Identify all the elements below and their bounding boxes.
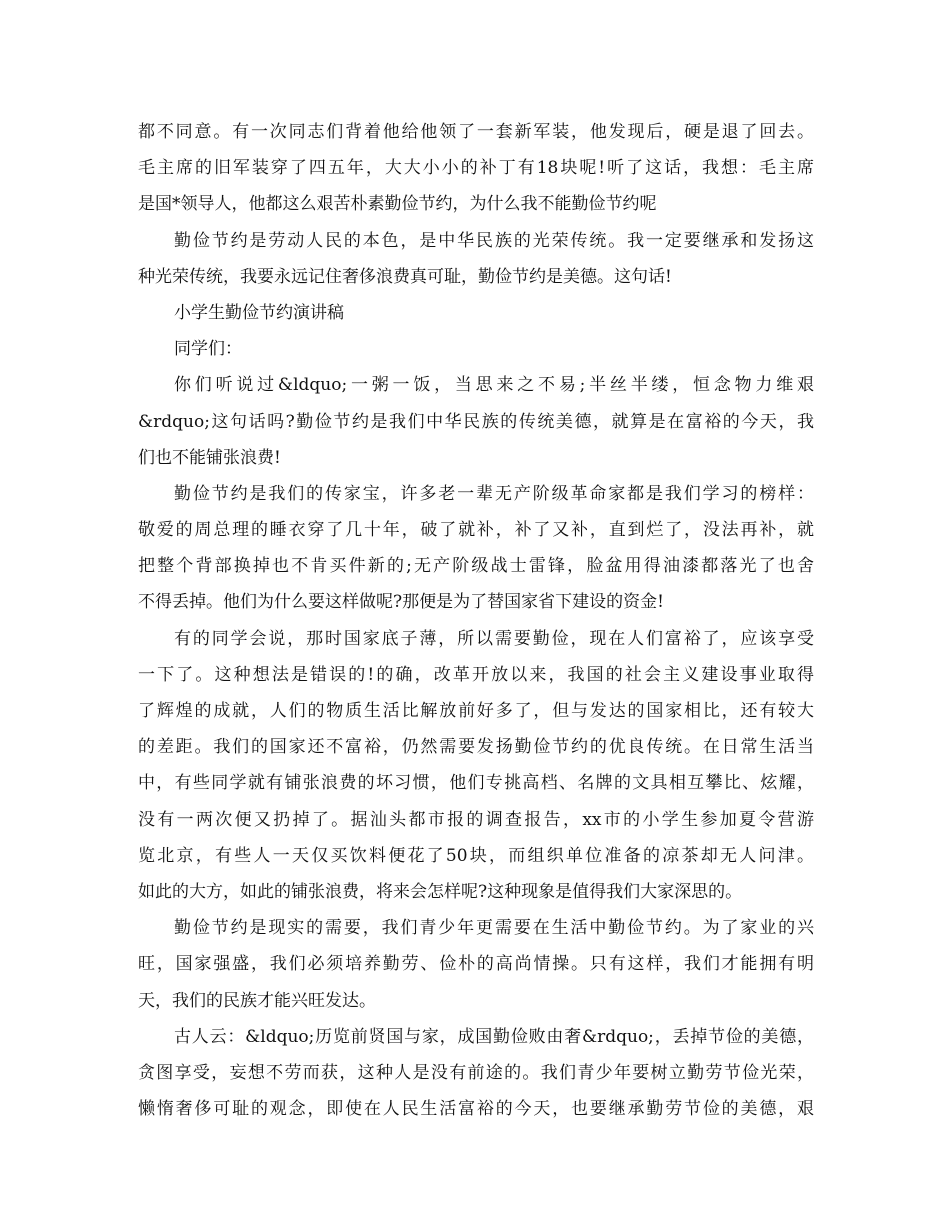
text-line: 种光荣传统，我要永远记住奢侈浪费真可耻，勤俭节约是美德。这句话! [138,266,672,287]
paragraph-first-line: 你们听说过&ldquo;一粥一饭，当思来之不易;半丝半缕，恒念物力维艰 [174,375,814,396]
text-line: 一下了。这种想法是错误的!的确，改革开放以来，我国的社会主义建设事业取得 [138,664,814,685]
text-line: 懒惰奢侈可耻的观念，即使在人民生活富裕的今天，也要继承勤劳节俭的美德，艰 [138,1099,814,1120]
text-line: 都不同意。有一次同志们背着他给他领了一套新军装，他发现后，硬是退了回去。 [138,122,814,142]
section-heading: 小学生勤俭节约演讲稿 [174,302,344,323]
text-line: &rdquo;这句话吗?勤俭节约是我们中华民族的传统美德，就算是在富裕的今天，我 [138,411,814,432]
salutation: 同学们： [174,339,242,360]
text-line: 不得丢掉。他们为什么要这样做呢?那便是为了替国家省下建设的资金! [138,592,664,613]
text-line: 毛主席的旧军装穿了四五年，大大小小的补丁有18块呢!听了这话，我想：毛主席 [138,158,814,179]
text-line: 了辉煌的成就，人们的物质生活比解放前好多了，但与发达的国家相比，还有较大 [138,701,814,721]
text-line: 中，有些同学就有铺张浪费的坏习惯，他们专挑高档、名牌的文具相互攀比、炫耀， [138,773,814,794]
text-line: 敬爱的周总理的睡衣穿了几十年，破了就补，补了又补，直到烂了，没法再补，就 [138,520,814,541]
text-line: 如此的大方，如此的铺张浪费，将来会怎样呢?这种现象是值得我们大家深思的。 [138,881,743,902]
text-line: 的差距。我们的国家还不富裕，仍然需要发扬勤俭节约的优良传统。在日常生活当 [138,737,814,758]
paragraph-first-line: 勤俭节约是我们的传家宝，许多老一辈无产阶级革命家都是我们学习的榜样： [174,483,814,504]
document-body [138,114,814,1127]
text-line: 览北京，有些人一天仅买饮料便花了50块，而组织单位准备的凉茶却无人问津。 [138,845,814,866]
text-line: 是国*领导人，他都这么艰苦朴素勤俭节约，为什么我不能勤俭节约呢 [138,194,657,215]
text-line: 没有一两次便又扔掉了。据汕头都市报的调查报告，xx市的小学生参加夏令营游 [138,809,814,830]
paragraph-first-line: 有的同学会说，那时国家底子薄，所以需要勤俭，现在人们富裕了，应该享受 [174,628,814,649]
text-line: 贪图享受，妄想不劳而获，这种人是没有前途的。我们青少年要树立勤劳节俭光荣， [138,1062,814,1083]
text-line: 天，我们的民族才能兴旺发达。 [138,990,376,1011]
text-line: 旺，国家强盛，我们必须培养勤劳、俭朴的高尚情操。只有这样，我们才能拥有明 [138,954,814,975]
text-line: 们也不能铺张浪费! [138,447,281,468]
paragraph-first-line: 勤俭节约是劳动人民的本色，是中华民族的光荣传统。我一定要继承和发扬这 [174,230,814,251]
paragraph-first-line: 勤俭节约是现实的需要，我们青少年更需要在生活中勤俭节约。为了家业的兴 [174,918,814,939]
text-line: 把整个背部换掉也不肯买件新的;无产阶级战士雷锋，脸盆用得油漆都落光了也舍 [138,556,814,577]
paragraph-first-line: 古人云：&ldquo;历览前贤国与家，成国勤俭败由奢&rdquo;，丢掉节俭的美德， [174,1026,814,1047]
